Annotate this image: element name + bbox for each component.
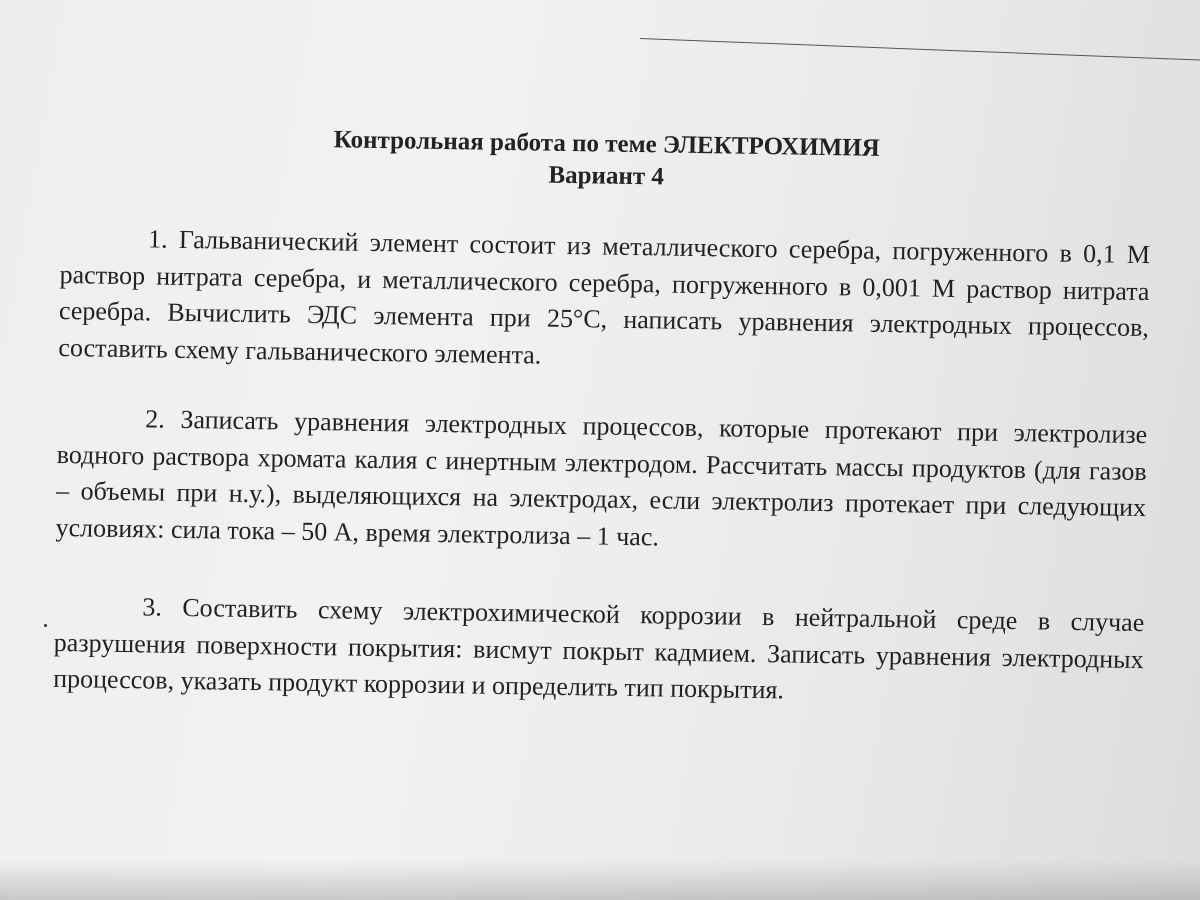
task-1-text: Гальванический элемент состоит из металлического серебра, погруженного в 0,1 М раствор нитрата серебра, и металлического серебра, погруженного в 0,001 М раствор нитрата серебра. Вычислить ЭДС элемента при 25°С, написать уравнения электродных процессов, составить схему гальванического элемента.	[58, 224, 1151, 370]
task-2-number: 2.	[145, 404, 166, 434]
stray-dot-mark	[44, 624, 47, 627]
document-title: Контрольная работа по теме ЭЛЕКТРОХИМИЯ	[333, 126, 880, 162]
task-2-text: Записать уравнения электродных процессов, которые протекают при электролизе водного раствора хромата калия с инертным электродом. Рассчитать массы продуктов (для газов – объемы при н.у.), выделяющихся на электродах, если электролиз протекает при следующих условиях: сила тока – 50 А, время электролиза – 1 час.	[55, 404, 1148, 551]
task-1	[58, 220, 1150, 383]
task-3	[53, 588, 1145, 715]
task-2	[55, 400, 1147, 563]
document-body	[53, 120, 1152, 715]
top-rule-line	[640, 38, 1200, 61]
variant-heading: Вариант 4	[548, 161, 665, 191]
task-3-number: 3.	[142, 592, 163, 622]
bottom-shadow	[0, 860, 1200, 900]
task-3-text: Составить схему электрохимической коррозии в нейтральной среде в случае разрушения поверхности покрытия: висмут покрыт кадмием. Записать уравнения электродных процессов, указать продукт коррозии и определить тип покрытия.	[52, 592, 1145, 705]
task-1-number: 1.	[147, 224, 168, 254]
